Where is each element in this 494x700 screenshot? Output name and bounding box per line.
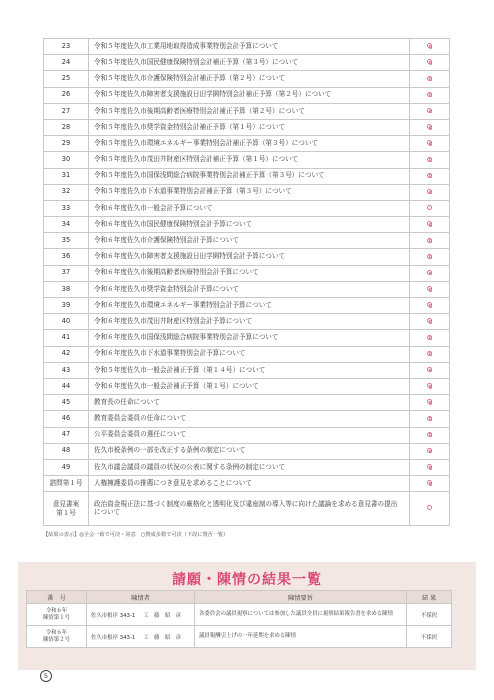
bill-title: 人権擁護委員の推薦につき意見を求めることについて: [89, 476, 410, 492]
result-mark: [410, 362, 450, 378]
result-row: [44, 103, 450, 119]
double-circle-icon: [427, 302, 432, 307]
result-mark: [410, 39, 450, 55]
bill-title: 令和５年度佐久市環境エネルギー事業特別会計補正予算（第３号）について: [89, 136, 410, 152]
bill-title: 令和５年度佐久市茂田井財産区特別会計補正予算（第１号）について: [89, 152, 410, 168]
bill-title: 教育長の任命について: [89, 395, 410, 411]
bill-title: 令和６年度佐久市後期高齢者医療特別会計予算について: [89, 265, 410, 281]
double-circle-icon: [427, 416, 432, 421]
header-number: 番 号: [27, 591, 87, 604]
result-mark: [410, 346, 450, 362]
bill-number: 31: [44, 168, 89, 184]
bill-title: 令和６年度佐久市国保浅間総合病院事業特別会計予算について: [89, 330, 410, 346]
result-row: [44, 249, 450, 265]
petition-number: 令和６年 陳情第１号: [27, 604, 87, 626]
bill-title: 令和５年度佐久市後期高齢者医療特別会計補正予算（第２号）について: [89, 103, 410, 119]
petitioner-address: 佐久市根岸 343-1: [91, 634, 136, 641]
bill-number: 29: [44, 136, 89, 152]
double-circle-icon: [427, 270, 432, 275]
results-table-body: [44, 39, 450, 526]
petition-result: 不採択: [407, 626, 452, 648]
double-circle-icon: [427, 59, 432, 64]
result-row: [44, 168, 450, 184]
result-mark: [410, 152, 450, 168]
result-mark: [410, 136, 450, 152]
bill-title: 令和５年度佐久市奨学資金特別会計補正予算（第１号）について: [89, 119, 410, 135]
bill-title: 令和６年度佐久市一般会計予算について: [89, 200, 410, 216]
double-circle-icon: [427, 189, 432, 194]
bill-number: 45: [44, 395, 89, 411]
circle-icon: [427, 505, 432, 510]
result-row: [44, 378, 450, 394]
double-circle-icon: [427, 318, 432, 323]
result-row: [44, 314, 450, 330]
petitioner: [87, 604, 195, 626]
petition-number: 令和６年 陳情第２号: [27, 626, 87, 648]
result-mark: [410, 184, 450, 200]
bill-number: 47: [44, 427, 89, 443]
bill-title: 佐久市議会議員の議員の状況の公表に関する条例の制定について: [89, 459, 410, 475]
result-mark: [410, 427, 450, 443]
petition-summary: 各委員会の議員視察については参加した議員全員に視察結果報告書を求める陳情: [195, 604, 407, 626]
bill-number: 38: [44, 281, 89, 297]
bill-number: 23: [44, 39, 89, 55]
bill-number: 42: [44, 346, 89, 362]
bill-title: 令和６年度佐久市国民健康保険特別会計予算について: [89, 217, 410, 233]
petition-summary: 議員報酬引上げの一年延期を求める陳情: [195, 626, 407, 648]
bill-title: 令和５年度佐久市介護保険特別会計補正予算（第２号）について: [89, 71, 410, 87]
result-row: [44, 330, 450, 346]
result-mark: [410, 200, 450, 216]
double-circle-icon: [427, 367, 432, 372]
result-mark: [410, 103, 450, 119]
circle-icon: [427, 205, 432, 210]
result-row: [44, 87, 450, 103]
result-mark: [410, 71, 450, 87]
bill-number: 44: [44, 378, 89, 394]
header-petitioner: 陳情者: [87, 591, 195, 604]
bill-title: 佐久市税条例の一部を改正する条例の制定について: [89, 443, 410, 459]
double-circle-icon: [427, 254, 432, 259]
double-circle-icon: [427, 464, 432, 469]
result-row: [44, 427, 450, 443]
result-mark: [410, 217, 450, 233]
bill-number: 36: [44, 249, 89, 265]
result-row: [44, 362, 450, 378]
bill-title: 令和５年度佐久市国保浅間総合病院事業特別会計補正予算（第３号）について: [89, 168, 410, 184]
result-mark: [410, 281, 450, 297]
result-row: [44, 265, 450, 281]
result-row: [44, 492, 450, 526]
bill-number: 28: [44, 119, 89, 135]
bill-number: 37: [44, 265, 89, 281]
result-mark: [410, 395, 450, 411]
result-mark: [410, 476, 450, 492]
bill-title: 令和６年度佐久市奨学資金特別会計予算について: [89, 281, 410, 297]
double-circle-icon: [427, 399, 432, 404]
bill-number: 25: [44, 71, 89, 87]
result-mark: [410, 168, 450, 184]
legend-note: 【結果の表示】◎全会一致で可決・同意 ○賛成多数で可決（下段に賛否一覧）: [43, 532, 229, 538]
page-number: 5: [40, 670, 52, 682]
result-mark: [410, 55, 450, 71]
double-circle-icon: [427, 43, 432, 48]
result-mark: [410, 265, 450, 281]
double-circle-icon: [427, 286, 432, 291]
petitioner-address: 佐久市根岸 343-1: [91, 612, 136, 619]
bill-number: 46: [44, 411, 89, 427]
result-mark: [410, 459, 450, 475]
bill-number: 27: [44, 103, 89, 119]
result-row: [44, 233, 450, 249]
double-circle-icon: [427, 92, 432, 97]
bill-number: 48: [44, 443, 89, 459]
bill-number: 35: [44, 233, 89, 249]
result-mark: [410, 378, 450, 394]
result-mark: [410, 314, 450, 330]
double-circle-icon: [427, 480, 432, 485]
petition-header-row: [27, 591, 452, 604]
bill-title: 令和６年度佐久市障害者支援施設日田学園特別会計予算について: [89, 249, 410, 265]
bill-number: 24: [44, 55, 89, 71]
bill-title: 令和６年度佐久市環境エネルギー事業特別会計予算について: [89, 298, 410, 314]
double-circle-icon: [427, 140, 432, 145]
double-circle-icon: [427, 432, 432, 437]
result-row: [44, 443, 450, 459]
result-row: [44, 281, 450, 297]
bill-title: 令和６年度佐久市一般会計補正予算（第１号）について: [89, 378, 410, 394]
result-row: [44, 476, 450, 492]
bill-title: 令和５年度佐久市工業用地取得造成事業特別会計予算について: [89, 39, 410, 55]
bill-title: 令和５年度佐久市一般会計補正予算（第１４号）について: [89, 362, 410, 378]
result-mark: [410, 492, 450, 526]
result-mark: [410, 330, 450, 346]
double-circle-icon: [427, 351, 432, 356]
bill-title: 令和５年度佐久市国民健康保険特別会計補正予算（第３号）について: [89, 55, 410, 71]
result-mark: [410, 87, 450, 103]
bill-number: 26: [44, 87, 89, 103]
double-circle-icon: [427, 108, 432, 113]
result-row: [44, 298, 450, 314]
bill-number: 49: [44, 459, 89, 475]
bill-number: 34: [44, 217, 89, 233]
double-circle-icon: [427, 124, 432, 129]
petition-row: [27, 604, 452, 626]
bill-number: 諮問第１号: [44, 476, 89, 492]
bill-number: 33: [44, 200, 89, 216]
result-mark: [410, 119, 450, 135]
result-row: [44, 395, 450, 411]
result-row: [44, 217, 450, 233]
bill-number: 39: [44, 298, 89, 314]
double-circle-icon: [427, 173, 432, 178]
bill-title: 公平委員会委員の選任について: [89, 427, 410, 443]
double-circle-icon: [427, 238, 432, 243]
result-row: [44, 136, 450, 152]
double-circle-icon: [427, 157, 432, 162]
result-row: [44, 184, 450, 200]
result-row: [44, 39, 450, 55]
petition-result: 不採択: [407, 604, 452, 626]
bill-number: 意見書案 第１号: [44, 492, 89, 526]
bill-number: 40: [44, 314, 89, 330]
result-row: [44, 411, 450, 427]
petitioner-name: 工 藤 昭 彦: [143, 634, 182, 641]
result-mark: [410, 443, 450, 459]
result-mark: [410, 233, 450, 249]
result-row: [44, 152, 450, 168]
bill-number: 43: [44, 362, 89, 378]
result-mark: [410, 411, 450, 427]
petitioner-name: 工 藤 昭 彦: [143, 612, 182, 619]
bill-title: 令和６年度佐久市介護保険特別会計予算について: [89, 233, 410, 249]
bill-title: 政治資金規正法に基づく制度の厳格化と透明化及び違座制の導入等に向けた議論を求める意見書の提出について: [89, 492, 410, 526]
petition-row: [27, 626, 452, 648]
double-circle-icon: [427, 383, 432, 388]
result-mark: [410, 298, 450, 314]
bill-title: 令和５年度佐久市障害者支援施設日田学園特別会計補正予算（第２号）について: [89, 87, 410, 103]
result-row: [44, 119, 450, 135]
header-result: 結 果: [407, 591, 452, 604]
bill-title: 教育委員会委員の任命について: [89, 411, 410, 427]
result-row: [44, 71, 450, 87]
result-row: [44, 200, 450, 216]
result-row: [44, 55, 450, 71]
result-row: [44, 346, 450, 362]
bill-title: 令和６年度佐久市下水道事業特別会計予算について: [89, 346, 410, 362]
bill-title: 令和６年度佐久市茂田井財産区特別会計予算について: [89, 314, 410, 330]
bill-number: 41: [44, 330, 89, 346]
results-table: [43, 38, 450, 526]
double-circle-icon: [427, 221, 432, 226]
double-circle-icon: [427, 335, 432, 340]
result-mark: [410, 249, 450, 265]
petitioner: [87, 626, 195, 648]
double-circle-icon: [427, 448, 432, 453]
bill-number: 30: [44, 152, 89, 168]
result-row: [44, 459, 450, 475]
header-summary: 陳情要旨: [195, 591, 407, 604]
double-circle-icon: [427, 76, 432, 81]
petition-section-title: 請願・陳情の結果一覧: [172, 572, 322, 588]
bill-title: 令和５年度佐久市下水道事業特別会計補正予算（第３号）について: [89, 184, 410, 200]
petition-table: [26, 590, 452, 648]
bill-number: 32: [44, 184, 89, 200]
